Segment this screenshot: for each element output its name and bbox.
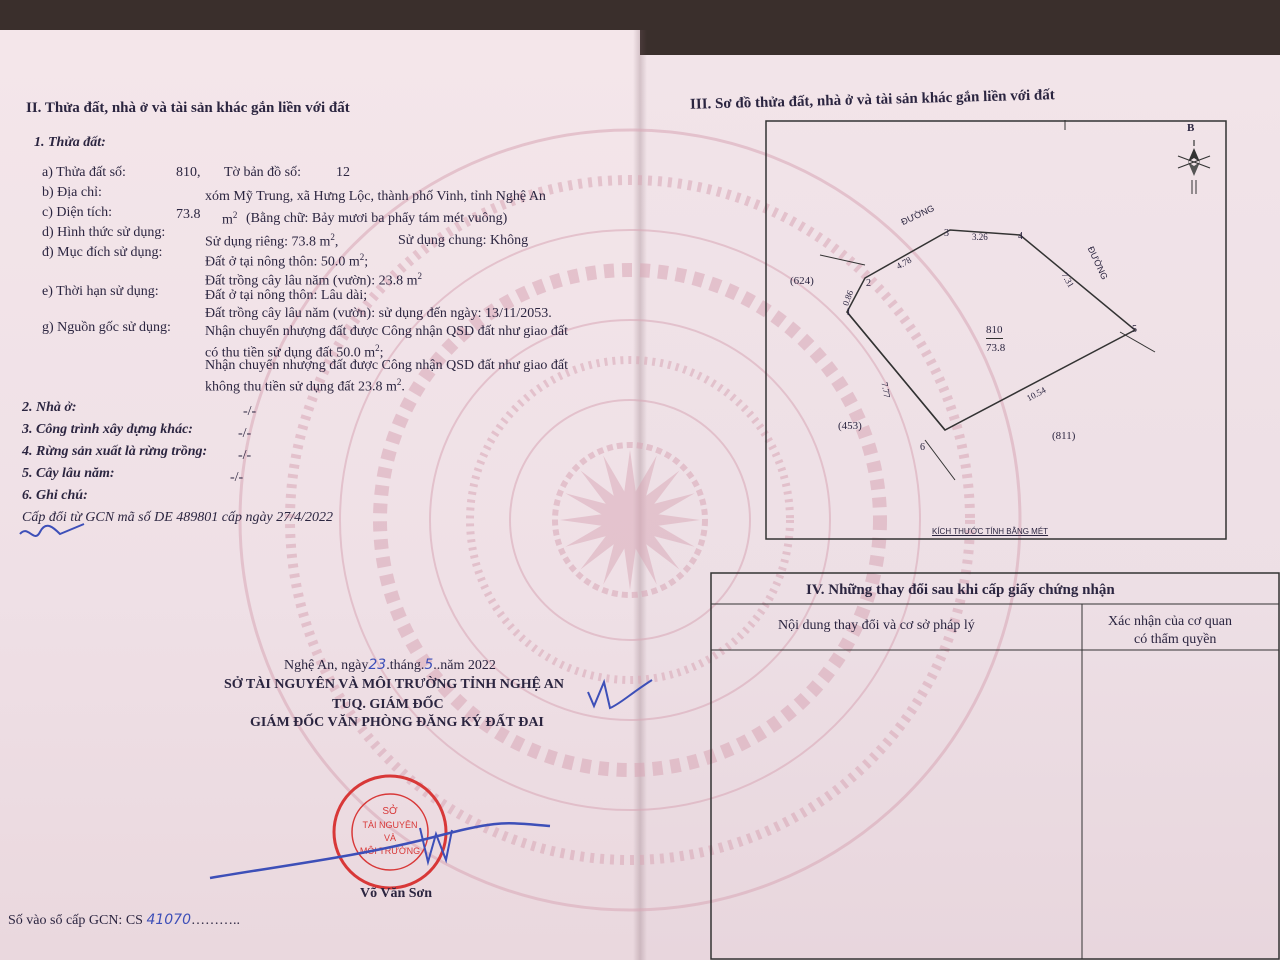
- usage-private: Sử dụng riêng: 73.8 $m^2$,: [205, 232, 339, 250]
- section-3-heading: III. Sơ đồ thửa đất, nhà ở và tài sản khác gắn liền với đất: [689, 87, 1055, 113]
- parcel-label: a) Thửa đất số:: [42, 165, 126, 180]
- changes-column-confirm-1: Xác nhận của cơ quan: [1108, 614, 1233, 629]
- forest-label: 4. Rừng sản xuất là rừng trồng:: [22, 444, 208, 459]
- trees-value: -/-: [230, 470, 244, 485]
- section-4-heading: IV. Những thay đổi sau khi cấp giấy chứng nhận: [806, 582, 1115, 598]
- official-stamp: [330, 772, 450, 892]
- purpose-garden: Đất trồng cây lâu năm (vườn): 23.8 $m^2$: [205, 271, 422, 289]
- address-label: b) Địa chỉ:: [42, 185, 102, 200]
- origin-line-3: Nhận chuyển nhượng đất được Công nhận QSD đất như giao đất: [205, 358, 569, 373]
- dim-1-6: 7.77: [879, 381, 893, 399]
- term-label: e) Thời hạn sử dụng:: [42, 284, 159, 299]
- dim-2-3: 4.78: [894, 254, 914, 272]
- svg-text:TÀI NGUYÊN: TÀI NGUYÊN: [362, 820, 418, 830]
- point-3: 3: [944, 228, 949, 239]
- north-label: B: [1187, 122, 1195, 134]
- trees-label: 5. Cây lâu năm:: [22, 466, 115, 481]
- house-label: 2. Nhà ở:: [22, 400, 77, 415]
- origin-line-2: có thu tiền sử dụng đất 50.0 $m^2$;: [205, 343, 384, 361]
- point-5: 5: [1132, 324, 1137, 335]
- origin-label: g) Nguồn gốc sử dụng:: [42, 320, 171, 335]
- map-sheet-number: 12: [336, 165, 350, 180]
- dim-4-5: 7.31: [1059, 270, 1077, 290]
- construction-value: -/-: [238, 426, 252, 441]
- parcel-area-label: 73.8: [986, 342, 1006, 354]
- changes-column-content: Nội dung thay đổi và cơ sở pháp lý: [778, 618, 975, 633]
- point-4: 4: [1018, 231, 1023, 242]
- usage-shared: Sử dụng chung: Không: [398, 233, 529, 248]
- purpose-label: đ) Mục đích sử dụng:: [42, 245, 163, 260]
- dim-1-2: 0.86: [840, 288, 856, 308]
- scale-note: KÍCH THƯỚC TÍNH BẰNG MÉT: [932, 527, 1049, 536]
- parcel-number-label: 810: [986, 322, 1003, 339]
- point-1: 1: [846, 307, 851, 318]
- neighbor-811: (811): [1052, 430, 1076, 442]
- notes-value: Cấp đổi từ GCN mã số DE 489801 cấp ngày 27/4/2022: [22, 510, 333, 525]
- origin-line-1: Nhận chuyển nhượng đất được Công nhận QSD đất như giao đất: [205, 324, 569, 339]
- point-2: 2: [866, 278, 871, 289]
- neighbor-453: (453): [838, 420, 862, 432]
- page-fold: [633, 30, 647, 960]
- notes-label: 6. Ghi chú:: [22, 488, 88, 503]
- boundary-453: [925, 440, 955, 480]
- construction-label: 3. Công trình xây dựng khác:: [22, 422, 193, 437]
- changes-column-confirm-2: có thẩm quyền: [1134, 632, 1217, 647]
- parcel-number: 810,: [176, 165, 201, 180]
- svg-text:SỞ: SỞ: [382, 806, 398, 817]
- area-unit: $m^2$: [222, 210, 238, 228]
- place-date: Nghệ An, ngày23.tháng.5..năm 2022: [284, 657, 496, 673]
- land-heading: 1. Thửa đất:: [34, 135, 106, 150]
- house-value: -/-: [243, 404, 257, 419]
- dim-3-4: 3.26: [972, 232, 988, 242]
- agency-name: SỞ TÀI NGUYÊN VÀ MÔI TRƯỜNG TỈNH NGHỆ AN: [224, 677, 564, 692]
- registry-label: Số vào sổ cấp GCN: CS 41070………..: [8, 912, 240, 928]
- origin-line-4: không thu tiền sử dụng đất 23.8 $m^2$.: [205, 377, 405, 395]
- term-garden: Đất trồng cây lâu năm (vườn): sử dụng đến ngày: 13/11/2053.: [205, 306, 552, 321]
- road-label-east: ĐƯỜNG: [1085, 244, 1110, 282]
- road-label-north: ĐƯỜNG: [899, 202, 936, 228]
- section-2-heading: II. Thửa đất, nhà ở và tài sản khác gắn liền với đất: [26, 100, 350, 116]
- area-in-words: (Bằng chữ: Bảy mươi ba phẩy tám mét vuông): [246, 211, 508, 226]
- point-6: 6: [920, 442, 925, 453]
- dim-5-6: 10.54: [1024, 384, 1048, 404]
- term-residential: Đất ở tại nông thôn: Lâu dài;: [205, 288, 368, 303]
- neighbor-624: (624): [790, 275, 814, 287]
- forest-value: -/-: [238, 448, 252, 463]
- usage-form-label: d) Hình thức sử dụng:: [42, 225, 166, 240]
- area-label: c) Diện tích:: [42, 205, 112, 220]
- purpose-residential: Đất ở tại nông thôn: 50.0 $m^2$;: [205, 252, 369, 270]
- signer-name: Võ Văn Sơn: [360, 886, 433, 901]
- boundary-624: [820, 255, 865, 265]
- on-behalf: TUQ. GIÁM ĐỐC: [332, 697, 444, 712]
- svg-text:VÀ: VÀ: [383, 833, 397, 843]
- area-value: 73.8: [176, 207, 201, 222]
- svg-text:MÔI TRƯỜNG: MÔI TRƯỜNG: [359, 846, 421, 856]
- address-value: xóm Mỹ Trung, xã Hưng Lộc, thành phố Vinh, tỉnh Nghệ An: [205, 189, 546, 204]
- signer-title: GIÁM ĐỐC VĂN PHÒNG ĐĂNG KÝ ĐẤT ĐAI: [250, 715, 544, 730]
- map-sheet-label: Tờ bản đồ số:: [224, 165, 302, 180]
